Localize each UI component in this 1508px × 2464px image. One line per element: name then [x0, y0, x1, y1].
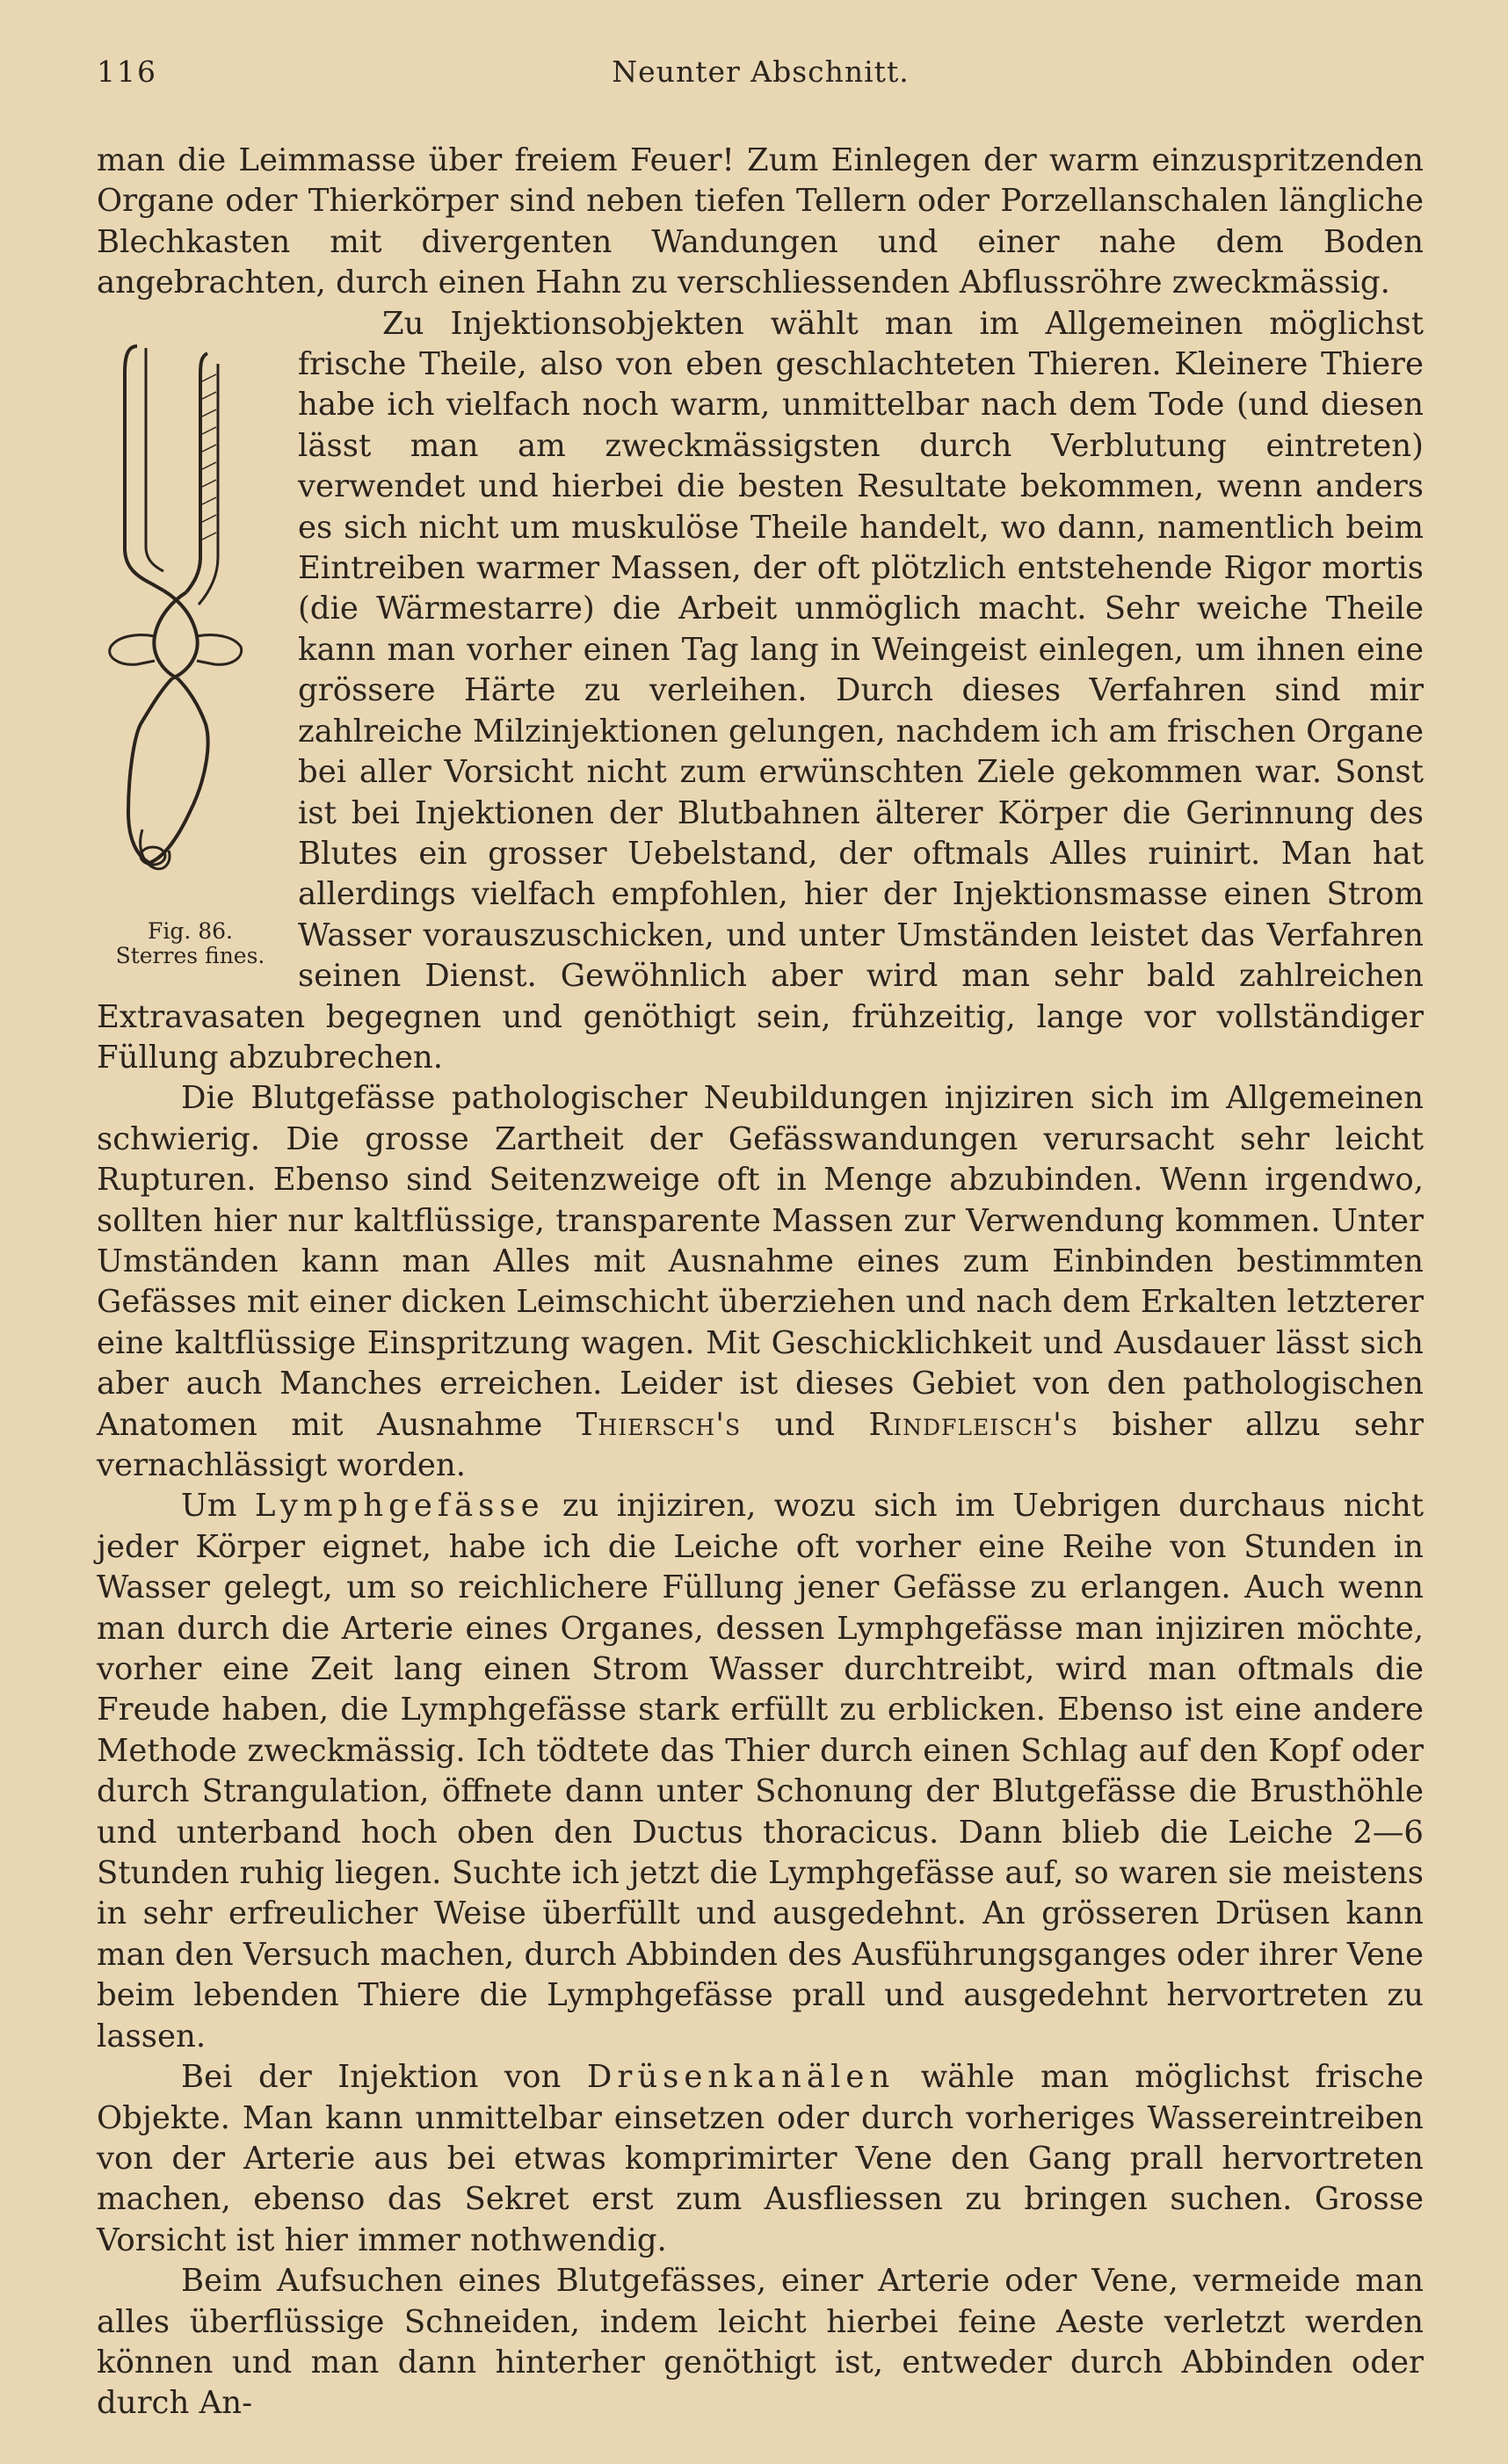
paragraph-2: Zu Injektionsobjekten wählt man im Allgemeinen möglichst frische Theile, also von eben geschlachteten Thieren. Kleinere Thiere habe ich vielfach noch warm, unmittelbar nach dem Tode (und diesen lässt man am zweckmässigsten durch Verblutung eintreten) verwendet und hierbei die besten Resultate bekommen, wenn anders es sich nicht um muskulöse Theile handelt, wo dann, namentlich beim Eintreiben warmer Massen, der oft plötzlich entstehende Rigor mortis (die Wärmestarre) die Arbeit unmöglich macht. Sehr weiche Theile kann man vorher einen Tag lang in Weingeist einlegen, um ihnen eine grössere Härte zu verleihen. Durch dieses Verfahren sind mir zahlreiche Milzinjektionen gelungen, nachdem ich am frischen Organe bei aller Vorsicht nicht zum erwünschten Ziele gekommen war. Sonst ist bei Injektionen der Blutbahnen älterer Körper die Gerinnung des Blutes ein grosser Uebelstand, der oftmals Alles ruinirt. Man hat allerdings vielfach empfohlen, hier der Injektionsmasse einen Strom Wasser vorauszuschicken, und unter Umständen leistet das Verfahren seinen Dienst. Gewöhnlich aber wird man sehr bald zahlreichen Extravasaten begegnen und genöthigt sein, frühzeitig, lange vor vollständiger Füllung abzubrechen. [97, 305, 1424, 1076]
page-header [97, 54, 1425, 100]
term-druesenkanaelen: Drüsenkanälen [586, 2059, 895, 2096]
paragraph-1: man die Leimmasse über freiem Feuer! Zum Einlegen der warm einzuspritzenden Organe oder Thierkörper sind neben tiefen Tellern oder Porzellanschalen längliche Blechkasten mit divergenten Wandungen und einer nahe dem Boden angebrachten, durch einen Hahn zu verschliessenden Abflussröhre zweckmässig. [97, 142, 1424, 301]
figure-86 [91, 304, 289, 974]
author-thiersch: Thiersch's [576, 1406, 742, 1443]
figure-title: Sterres fines. [115, 942, 265, 968]
forceps-illustration [102, 337, 260, 900]
paragraph-5: Bei der Injektion von Drüsenkanälen wähle man möglichst frische Objekte. Man kann unmittelbar einsetzen oder durch vorheriges Wassereintreiben von der Arterie aus bei etwas komprimirter Vene den Gang prall hervortreten machen, ebenso das Sekret erst zum Ausfliessen zu bringen suchen. Grosse Vorsicht ist hier immer nothwendig. [97, 2059, 1424, 2258]
figure-caption [91, 919, 289, 968]
author-rindfleisch: Rindfleisch's [868, 1406, 1079, 1443]
page-number: 116 [97, 54, 157, 89]
term-lymphgefaesse: Lymphgefässe [254, 1488, 545, 1525]
paragraph-6: Beim Aufsuchen eines Blutgefässes, einer Arterie oder Vene, vermeide man alles überflüssige Schneiden, indem leicht hierbei feine Aeste verletzt werden können und man dann hinterher genöthigt ist, entweder durch Abbinden oder durch An- [97, 2263, 1424, 2422]
paragraph-3: Die Blutgefässe pathologischer Neubildungen injiziren sich im Allgemeinen schwierig. Die grosse Zartheit der Gefässwandungen verursacht sehr leicht Rupturen. Ebenso sind Seitenzweige oft in Menge abzubinden. Wenn irgendwo, sollten hier nur kaltflüssige, transparente Massen zur Verwendung kommen. Unter Umständen kann man Alles mit Ausnahme eines zum Einbinden bestimmten Gefässes mit einer dicken Leimschicht überziehen und nach dem Erkalten letzterer eine kaltflüssige Einspritzung wagen. Mit Geschicklichkeit und Ausdauer lässt sich aber auch Manches erreichen. Leider ist dieses Gebiet von den pathologischen Anatomen mit Ausnahme Thiersch's und Rindfleisch's bisher allzu sehr vernachlässigt worden. [97, 1080, 1424, 1483]
figure-label: Fig. 86. [148, 917, 233, 944]
paragraph-4: Um Lymphgefässe zu injiziren, wozu sich im Uebrigen durchaus nicht jeder Körper eignet, habe ich die Leiche oft vorher eine Reihe von Stunden in Wasser gelegt, um so reichlichere Füllung jener Gefässe zu erlangen. Auch wenn man durch die Arterie eines Organes, dessen Lymphgefässe man injiziren möchte, vorher eine Zeit lang einen Strom Wasser durchtreibt, wird man oftmals die Freude haben, die Lymphgefässe stark erfüllt zu erblicken. Ebenso ist eine andere Methode zweckmässig. Ich tödtete das Thier durch einen Schlag auf den Kopf oder durch Strangulation, öffnete dann unter Schonung der Blutgefässe die Brusthöhle und unterband hoch oben den Ductus thoracicus. Dann blieb die Leiche 2—6 Stunden ruhig liegen. Suchte ich jetzt die Lymphgefässe auf, so waren sie meistens in sehr erfreulicher Weise überfüllt und ausgedehnt. An grösseren Drüsen kann man den Versuch machen, durch Abbinden des Ausführungsganges oder ihrer Vene beim lebenden Thiere die Lymphgefässe prall und ausgedehnt hervortreten zu lassen. [97, 1488, 1424, 2055]
running-title: Neunter Abschnitt. [612, 54, 910, 89]
body-text [97, 141, 1424, 2424]
